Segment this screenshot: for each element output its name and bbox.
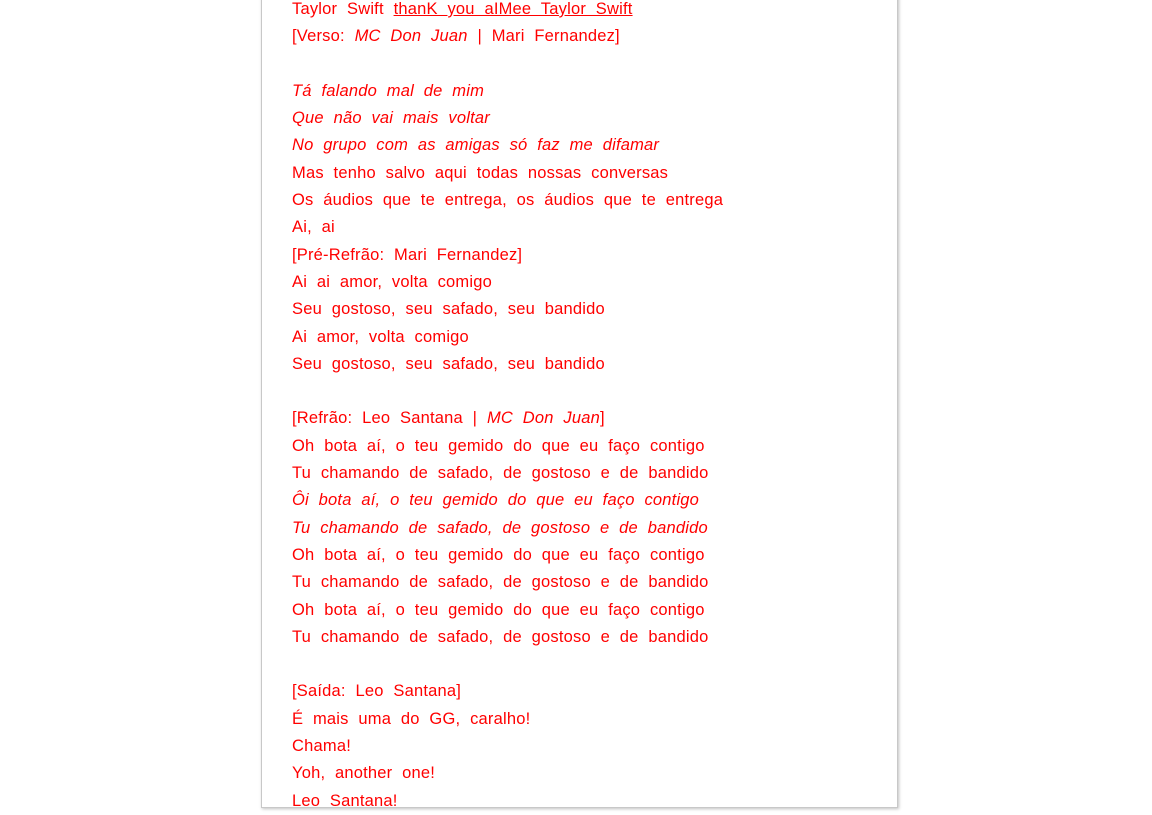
outro-header: [Saída: Leo Santana] — [292, 682, 462, 701]
chorus-line: Oh bota aí, o teu gemido do que eu faço contigo — [292, 545, 705, 564]
pre-chorus-header: [Pré-Refrão: Mari Fernandez] — [292, 245, 523, 264]
first-line — [292, 0, 872, 23]
song-link[interactable]: thanK you aIMee Taylor Swift — [393, 0, 633, 18]
chorus-line: Oh bota aí, o teu gemido do que eu faço contigo — [292, 600, 705, 619]
verse-line: No grupo com as amigas só faz me difamar — [292, 136, 660, 155]
chorus-header: [Refrão: Leo Santana | MC Don Juan] — [292, 409, 605, 428]
outro-line: É mais uma do GG, caralho! — [292, 709, 531, 728]
lyrics-content — [292, 0, 872, 815]
verse-line: Os áudios que te entrega, os áudios que te entrega — [292, 191, 724, 210]
chorus-line: Ôi bota aí, o teu gemido do que eu faço contigo — [292, 491, 700, 510]
blank-line — [292, 51, 872, 78]
pre-chorus-line: Ai ai amor, volta comigo — [292, 272, 492, 291]
verse-line: Tá falando mal de mim — [292, 81, 485, 100]
pre-chorus-line: Seu gostoso, seu safado, seu bandido — [292, 354, 605, 373]
chorus-line: Oh bota aí, o teu gemido do que eu faço contigo — [292, 436, 705, 455]
outro-line: Leo Santana! — [292, 791, 398, 810]
pre-chorus-line: Seu gostoso, seu safado, seu bandido — [292, 300, 605, 319]
pre-chorus-line: Ai amor, volta comigo — [292, 327, 469, 346]
chorus-line: Tu chamando de safado, de gostoso e de bandido — [292, 518, 708, 537]
blank-line — [292, 378, 872, 405]
blank-line — [292, 651, 872, 678]
chorus-line: Tu chamando de safado, de gostoso e de bandido — [292, 627, 709, 646]
document-page — [261, 0, 898, 808]
artist-text: Taylor Swift — [292, 0, 384, 18]
outro-line: Yoh, another one! — [292, 764, 436, 783]
verse-line: Mas tenho salvo aqui todas nossas conversas — [292, 163, 669, 182]
verse-line: Ai, ai — [292, 218, 335, 237]
outro-line: Chama! — [292, 737, 351, 756]
verse-header: [Verso: MC Don Juan | Mari Fernandez] — [292, 27, 620, 46]
chorus-line: Tu chamando de safado, de gostoso e de bandido — [292, 464, 709, 483]
chorus-line: Tu chamando de safado, de gostoso e de bandido — [292, 573, 709, 592]
verse-line: Que não vai mais voltar — [292, 109, 490, 128]
